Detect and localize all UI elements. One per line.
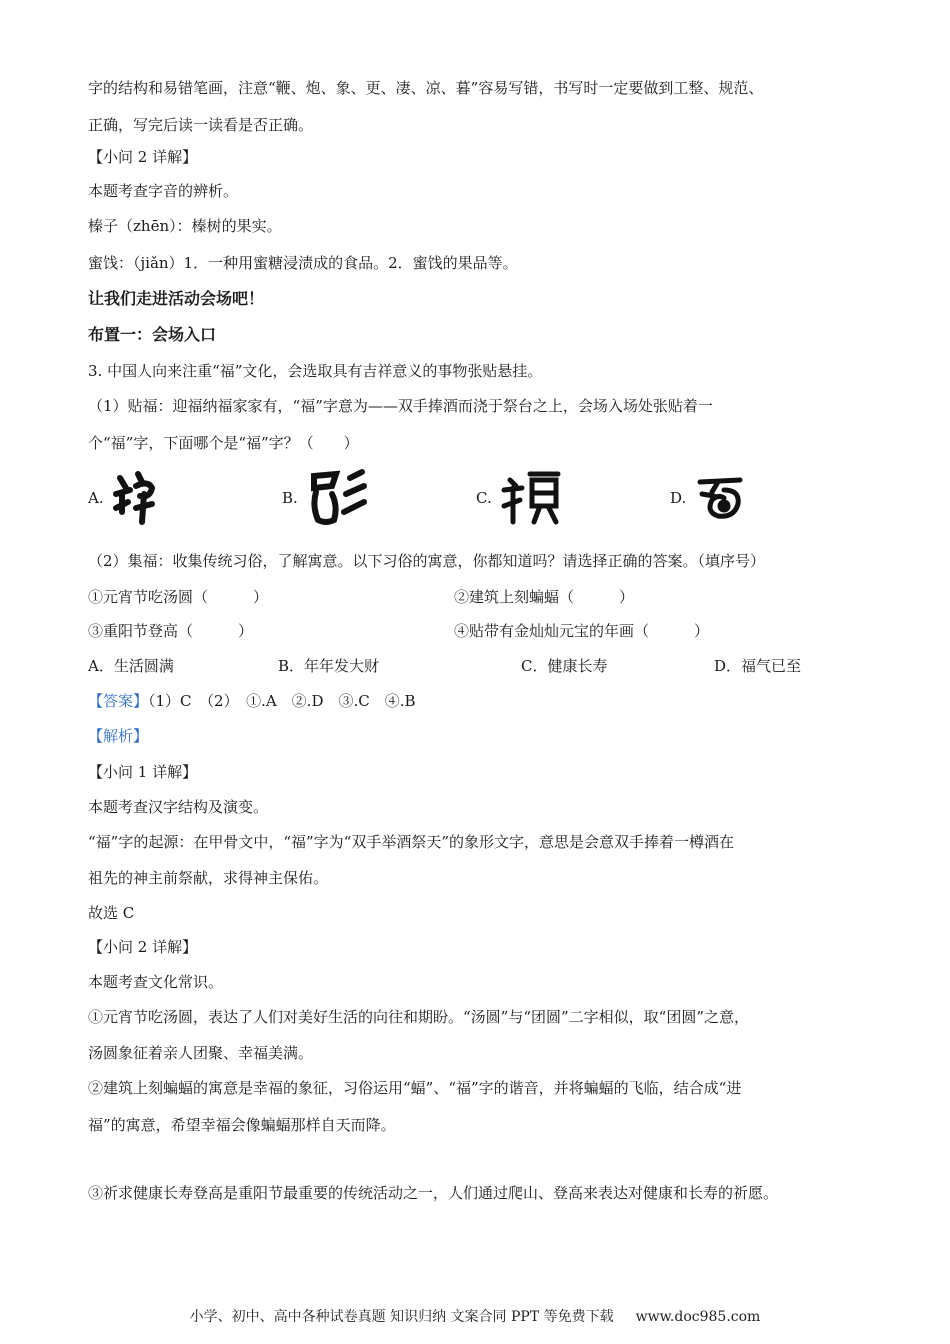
q1-explanation-line-2: 祖先的神主前祭献，求得神主保佑。 [88,869,329,887]
q2-detail-topic: 本题考查字音的辨析。 [88,182,239,200]
option-c-label: C. [476,489,492,507]
q2-analysis-heading: 【小问 2 详解】 [88,938,198,956]
question-3-part1-line2: 个“福”字，下面哪个是“福”字？（ ） [88,434,359,452]
answer-line [88,691,416,711]
option-a [88,468,282,528]
option-d [670,472,864,524]
choices-row [88,656,801,676]
glyph-options [88,463,878,533]
q1-explanation-line-1: “福”字的起源：在甲骨文中，“福”字为“双手举酒祭天”的象形文字，意思是会意双手捧着一樽酒在 [88,833,735,851]
q2-detail-item-1: 榛子（zhēn）：榛树的果实。 [88,217,282,235]
custom-2: ②建筑上刻蝙蝠（ ） [454,588,635,606]
customs-row-2 [88,621,709,641]
section-title: 让我们走进活动会场吧！ [88,289,265,308]
answer-text: （1）C （2） ①.A ②.D ③.C ④.B [148,692,416,710]
option-b [282,466,476,530]
ancient-glyph-d-icon [694,472,746,524]
q2-detail-heading: 【小问 2 详解】 [88,148,198,166]
option-d-label: D. [670,489,687,507]
ancient-glyph-a-icon [112,468,160,528]
q1-detail-heading: 【小问 1 详解】 [88,763,198,781]
option-a-label: A. [88,489,104,507]
q1-conclusion: 故选 C [88,904,135,922]
custom-4: ④贴带有金灿灿元宝的年画（ ） [454,622,710,640]
choice-b: B．年年发大财 [278,657,380,675]
footer-url[interactable]: www.doc985.com [635,1309,761,1325]
page-footer [0,1306,950,1326]
analysis-label: 【解析】 [88,727,149,745]
q2-paragraph-1-line-1: ①元宵节吃汤圆，表达了人们对美好生活的向往和期盼。“汤圆”与“团圆”二字相似，取“团圆”之意， [88,1008,750,1026]
q2-paragraph-2-line-1: ②建筑上刻蝙蝠的寓意是幸福的象征，习俗运用“蝠”、“福”字的谐音，并将蝙蝠的飞临，结合成“进 [88,1079,742,1097]
footer-text: 小学、初中、高中各种试卷真题 知识归纳 文案合同 PPT 等免费下载 [189,1309,614,1325]
q1-detail-topic: 本题考查汉字结构及演变。 [88,798,269,816]
option-b-label: B. [282,489,298,507]
custom-3: ③重阳节登高（ ） [88,622,254,640]
ancient-glyph-b-icon [306,466,370,530]
choice-c: C．健康长寿 [521,657,608,675]
q2-paragraph-1-line-2: 汤圆象征着亲人团聚、幸福美满。 [88,1044,314,1062]
choice-d: D．福气已至 [714,657,802,675]
section-subtitle: 布置一：会场入口 [88,325,217,344]
question-3-stem: 3. 中国人向来注重“福”文化，会选取具有吉祥意义的事物张贴悬挂。 [88,362,543,380]
choice-a: A．生活圆满 [88,657,174,675]
question-3-part2: （2）集福：收集传统习俗，了解寓意。以下习俗的寓意，你都知道吗？请选择正确的答案。（填序号） [88,552,766,570]
ancient-glyph-c-icon [500,466,564,530]
q2-analysis-topic: 本题考查文化常识。 [88,973,224,991]
option-c [476,466,670,530]
question-3-part1-line1: （1）贴福：迎福纳福家家有，“福”字意为——双手捧酒而浇于祭台之上，会场入场处张贴着一 [88,397,713,415]
q2-paragraph-2-line-2: 福”的寓意，希望幸福会像蝙蝠那样自天而降。 [88,1116,396,1134]
q2-detail-item-2: 蜜饯：（jiǎn）1．一种用蜜糖浸渍成的食品。2．蜜饯的果品等。 [88,254,518,272]
answer-label: 【答案】 [88,692,149,710]
q2-paragraph-3-line-1: ③祈求健康长寿登高是重阳节最重要的传统活动之一，人们通过爬山、登高来表达对健康和长寿的祈愿。 [88,1184,779,1202]
intro-line-2: 正确，写完后读一读看是否正确。 [88,116,314,134]
customs-row-1 [88,587,634,607]
intro-line-1: 字的结构和易错笔画，注意“鞭、炮、象、更、凄、凉、暮”容易写错，书写时一定要做到工整、规范、 [88,79,764,97]
custom-1: ①元宵节吃汤圆（ ） [88,588,269,606]
